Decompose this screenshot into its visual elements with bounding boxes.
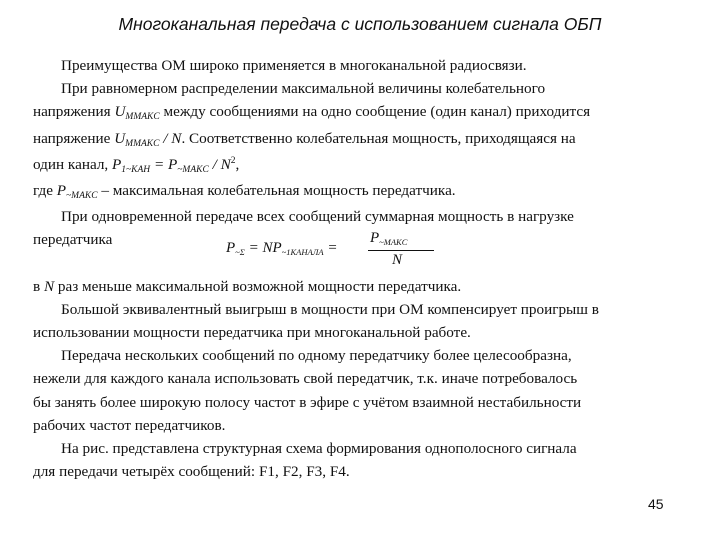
paragraph-line: На рис. представлена структурная схема формирования однополосного сигнала	[61, 440, 577, 458]
paragraph-line: напряжения UMMAKC между сообщениями на одно сообщение (один канал) приходится	[33, 103, 591, 123]
paragraph-line: для передачи четырёх сообщений: F1, F2, F3, F4.	[33, 463, 350, 481]
paragraph-line: Передача нескольких сообщений по одному передатчику более целесообразна,	[61, 347, 572, 365]
paragraph-line: передатчика	[33, 231, 113, 249]
paragraph-line: рабочих частот передатчиков.	[33, 416, 226, 434]
paragraph-line: Преимущества ОМ широко применяется в многоканальной радиосвязи.	[61, 57, 527, 74]
page-number: 45	[648, 496, 664, 512]
paragraph-line: бы занять более широкую полосу частот в эфире с учётом взаимной нестабильности	[33, 393, 582, 411]
formula-lhs: $P_{\sim\Sigma} = NP_{\sim 1KAHAЛA}$ =	[226, 240, 338, 257]
paragraph-line: где P~MAKC – максимальная колебательная мощность передатчика.	[33, 182, 456, 202]
formula-denominator: N	[392, 252, 403, 268]
formula-numerator: $P_{\sim MAKC}$	[370, 230, 408, 247]
paragraph-line: При одновременной передаче всех сообщений суммарная мощность в нагрузке	[61, 208, 574, 226]
paragraph-line: в N раз меньше максимальной возможной мощности передатчика.	[33, 277, 462, 295]
paragraph-line: Большой эквивалентный выигрыш в мощности при ОМ компенсирует проигрыш в	[61, 300, 599, 318]
power-formula	[226, 232, 436, 272]
paragraph-line: напряжение UMMAKC / N. Соответственно колебательная мощность, приходящаяся на	[33, 129, 576, 149]
paragraph-line: использовании мощности передатчика при многоканальной работе.	[33, 324, 471, 342]
paragraph-line: При равномерном распределении максимальной величины колебательного	[61, 80, 546, 98]
paragraph-line: один канал, P1~KAH = P~MAKC / $N^2$,	[33, 155, 240, 175]
paragraph-line: нежели для каждого канала использовать свой передатчик, т.к. иначе потребовалось	[33, 370, 578, 388]
fraction-bar	[368, 250, 434, 251]
slide-title: Многоканальная передача с использованием сигнала ОБП	[118, 14, 602, 34]
